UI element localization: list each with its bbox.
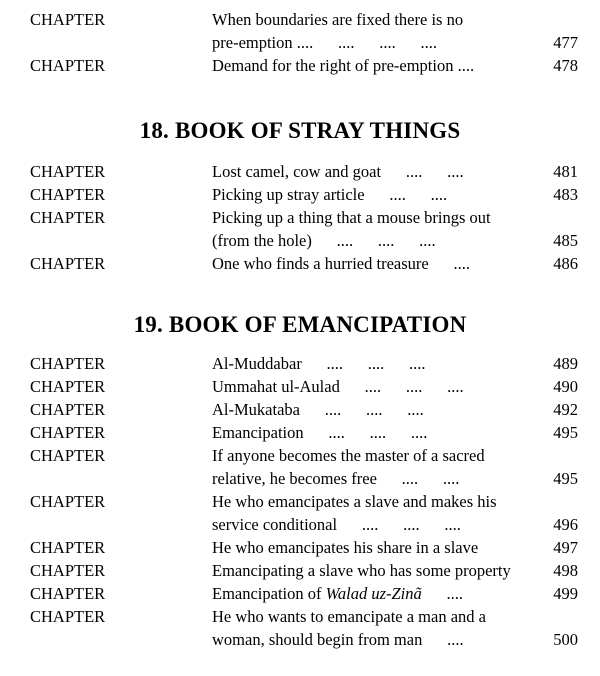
chapter-title-line: Ummahat ul-Aulad .... .... .... xyxy=(212,377,464,396)
chapter-title xyxy=(212,536,542,559)
page-number: 495 xyxy=(553,423,578,442)
chapter-title-line: (from the hole) .... .... .... xyxy=(212,231,436,250)
chapter-title xyxy=(212,183,542,206)
toc-entry xyxy=(0,398,600,421)
toc-entry xyxy=(0,160,600,183)
chapter-title-line: Al-Muddabar .... .... .... xyxy=(212,354,426,373)
chapter-label: CHAPTER xyxy=(30,208,106,227)
page-number: 495 xyxy=(553,469,578,488)
chapter-title xyxy=(212,582,542,605)
toc-entry xyxy=(0,536,600,559)
toc-entry xyxy=(0,352,600,375)
toc-entry xyxy=(0,183,600,206)
chapter-title-line: woman, should begin from man .... xyxy=(212,630,464,649)
chapter-label: CHAPTER xyxy=(30,423,106,442)
page-number: 497 xyxy=(553,538,578,557)
chapter-title-line: If anyone becomes the master of a sacred xyxy=(212,446,485,465)
page-number: 499 xyxy=(553,584,578,603)
page-number: 481 xyxy=(553,162,578,181)
chapter-label: CHAPTER xyxy=(30,538,106,557)
chapter-title-line: pre-emption .... .... .... .... xyxy=(212,33,438,52)
toc-entry xyxy=(0,605,600,651)
section-heading: 19. BOOK OF EMANCIPATION xyxy=(133,312,467,337)
chapter-title-line: When boundaries are fixed there is no xyxy=(212,10,464,29)
chapter-title-line: Demand for the right of pre-emption .... xyxy=(212,56,475,75)
page-number: 490 xyxy=(553,377,578,396)
toc-entry xyxy=(0,421,600,444)
chapter-title xyxy=(212,54,542,77)
chapter-label: CHAPTER xyxy=(30,354,106,373)
page-number: 498 xyxy=(553,561,578,580)
chapter-title xyxy=(212,352,542,375)
page-number: 500 xyxy=(553,630,578,649)
toc-entry xyxy=(0,252,600,275)
section-heading: 18. BOOK OF STRAY THINGS xyxy=(139,118,461,143)
italic-term: Walad uz-Zinã xyxy=(325,584,422,603)
chapter-label: CHAPTER xyxy=(30,162,106,181)
page-number: 485 xyxy=(553,231,578,250)
chapter-title xyxy=(212,206,542,252)
chapter-title xyxy=(212,444,542,490)
chapter-title-line: Emancipation of Walad uz-Zinã .... xyxy=(212,584,464,603)
page-number: 489 xyxy=(553,354,578,373)
chapter-title xyxy=(212,490,542,536)
chapter-title-line: relative, he becomes free .... .... xyxy=(212,469,460,488)
toc-entry xyxy=(0,582,600,605)
chapter-title-line: He who emancipates a slave and makes his xyxy=(212,492,497,511)
chapter-label: CHAPTER xyxy=(30,561,106,580)
chapter-title-line: Al-Mukataba .... .... .... xyxy=(212,400,424,419)
page-number: 492 xyxy=(553,400,578,419)
chapter-title-line: He who emancipates his share in a slave xyxy=(212,538,479,557)
chapter-title-line: service conditional .... .... .... xyxy=(212,515,461,534)
chapter-label: CHAPTER xyxy=(30,400,106,419)
chapter-title xyxy=(212,398,542,421)
page-number: 483 xyxy=(553,185,578,204)
chapter-title xyxy=(212,8,542,54)
chapter-title-line: He who wants to emancipate a man and a xyxy=(212,607,486,626)
chapter-label: CHAPTER xyxy=(30,254,106,273)
toc-entry xyxy=(0,559,600,582)
page-number: 496 xyxy=(553,515,578,534)
chapter-title-line: Emancipation .... .... .... xyxy=(212,423,428,442)
toc-entry xyxy=(0,375,600,398)
chapter-title xyxy=(212,605,542,651)
chapter-title-line: Lost camel, cow and goat .... .... xyxy=(212,162,464,181)
chapter-title-line: Picking up a thing that a mouse brings out xyxy=(212,208,491,227)
chapter-label: CHAPTER xyxy=(30,584,106,603)
page-number: 477 xyxy=(553,33,578,52)
chapter-title xyxy=(212,160,542,183)
chapter-label: CHAPTER xyxy=(30,10,106,29)
chapter-label: CHAPTER xyxy=(30,446,106,465)
chapter-title-line: One who finds a hurried treasure .... xyxy=(212,254,470,273)
chapter-label: CHAPTER xyxy=(30,492,106,511)
chapter-title xyxy=(212,421,542,444)
chapter-title xyxy=(212,252,542,275)
chapter-title xyxy=(212,375,542,398)
toc-entry xyxy=(0,8,600,54)
toc-entry xyxy=(0,490,600,536)
toc-entry xyxy=(0,54,600,77)
chapter-label: CHAPTER xyxy=(30,185,106,204)
toc-entry xyxy=(0,444,600,490)
chapter-label: CHAPTER xyxy=(30,607,106,626)
chapter-title-line: Picking up stray article .... .... xyxy=(212,185,448,204)
chapter-label: CHAPTER xyxy=(30,56,106,75)
chapter-title xyxy=(212,559,542,582)
toc-entry xyxy=(0,206,600,252)
chapter-label: CHAPTER xyxy=(30,377,106,396)
page-number: 486 xyxy=(553,254,578,273)
page-number: 478 xyxy=(553,56,578,75)
chapter-title-line: Emancipating a slave who has some property xyxy=(212,561,511,580)
